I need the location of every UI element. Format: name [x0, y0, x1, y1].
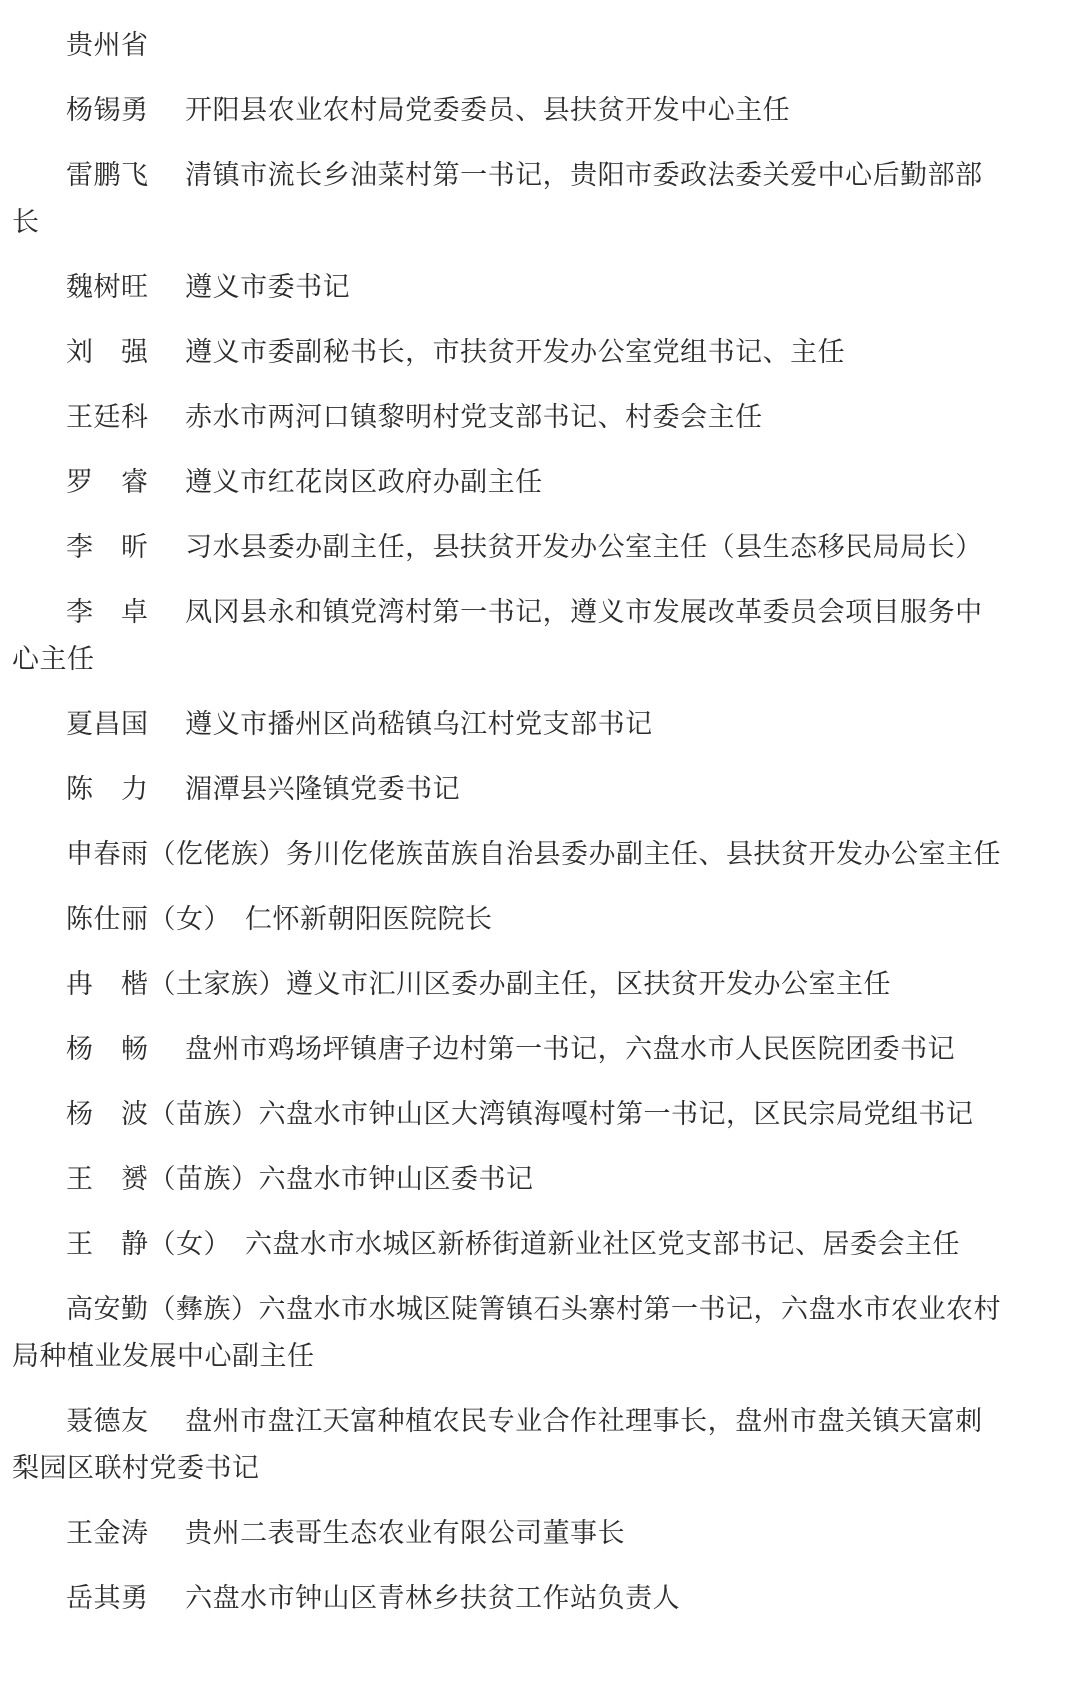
list-item: 罗 睿 遵义市红花岗区政府办副主任 — [66, 467, 543, 498]
list-item: 陈仕丽（女） 仁怀新朝阳医院院长 — [66, 904, 493, 935]
list-item: 申春雨（仡佬族）务川仡佬族苗族自治县委办副主任、县扶贫开发办公室主任 — [66, 839, 1001, 870]
province-heading: 贵州省 — [66, 30, 149, 61]
list-item: 刘 强 遵义市委副秘书长，市扶贫开发办公室党组书记、主任 — [66, 337, 846, 368]
list-item: 王廷科 赤水市两河口镇黎明村党支部书记、村委会主任 — [66, 402, 763, 433]
list-item: 岳其勇 六盘水市钟山区青林乡扶贫工作站负责人 — [66, 1583, 681, 1614]
list-item: 王 静（女） 六盘水市水城区新桥街道新业社区党支部书记、居委会主任 — [66, 1229, 960, 1260]
list-item: 魏树旺 遵义市委书记 — [66, 272, 351, 303]
list-item: 冉 楷（土家族）遵义市汇川区委办副主任，区扶贫开发办公室主任 — [66, 969, 891, 1000]
list-item: 杨 畅 盘州市鸡场坪镇唐子边村第一书记，六盘水市人民医院团委书记 — [66, 1034, 956, 1065]
list-item: 高安勤（彝族）六盘水市水城区陡箐镇石头寨村第一书记，六盘水市农业农村局种植业发展中心副主任 — [12, 1294, 1001, 1372]
list-item: 陈 力 湄潭县兴隆镇党委书记 — [66, 774, 461, 805]
list-item: 杨 波（苗族）六盘水市钟山区大湾镇海嘎村第一书记，区民宗局党组书记 — [66, 1099, 974, 1130]
list-item: 夏昌国 遵义市播州区尚嵇镇乌江村党支部书记 — [66, 709, 653, 740]
list-item: 聂德友 盘州市盘江天富种植农民专业合作社理事长，盘州市盘关镇天富刺梨园区联村党委书记 — [12, 1406, 983, 1484]
list-item: 杨锡勇 开阳县农业农村局党委委员、县扶贫开发中心主任 — [66, 95, 791, 126]
list-item: 王 赟（苗族）六盘水市钟山区委书记 — [66, 1164, 534, 1195]
list-item: 李 卓 凤冈县永和镇党湾村第一书记，遵义市发展改革委员会项目服务中心主任 — [12, 597, 983, 675]
list-item: 李 昕 习水县委办副主任，县扶贫开发办公室主任（县生态移民局局长） — [66, 532, 983, 563]
list-item: 王金涛 贵州二表哥生态农业有限公司董事长 — [66, 1518, 626, 1549]
list-item: 雷鹏飞 清镇市流长乡油菜村第一书记，贵阳市委政法委关爱中心后勤部部长 — [12, 160, 983, 238]
